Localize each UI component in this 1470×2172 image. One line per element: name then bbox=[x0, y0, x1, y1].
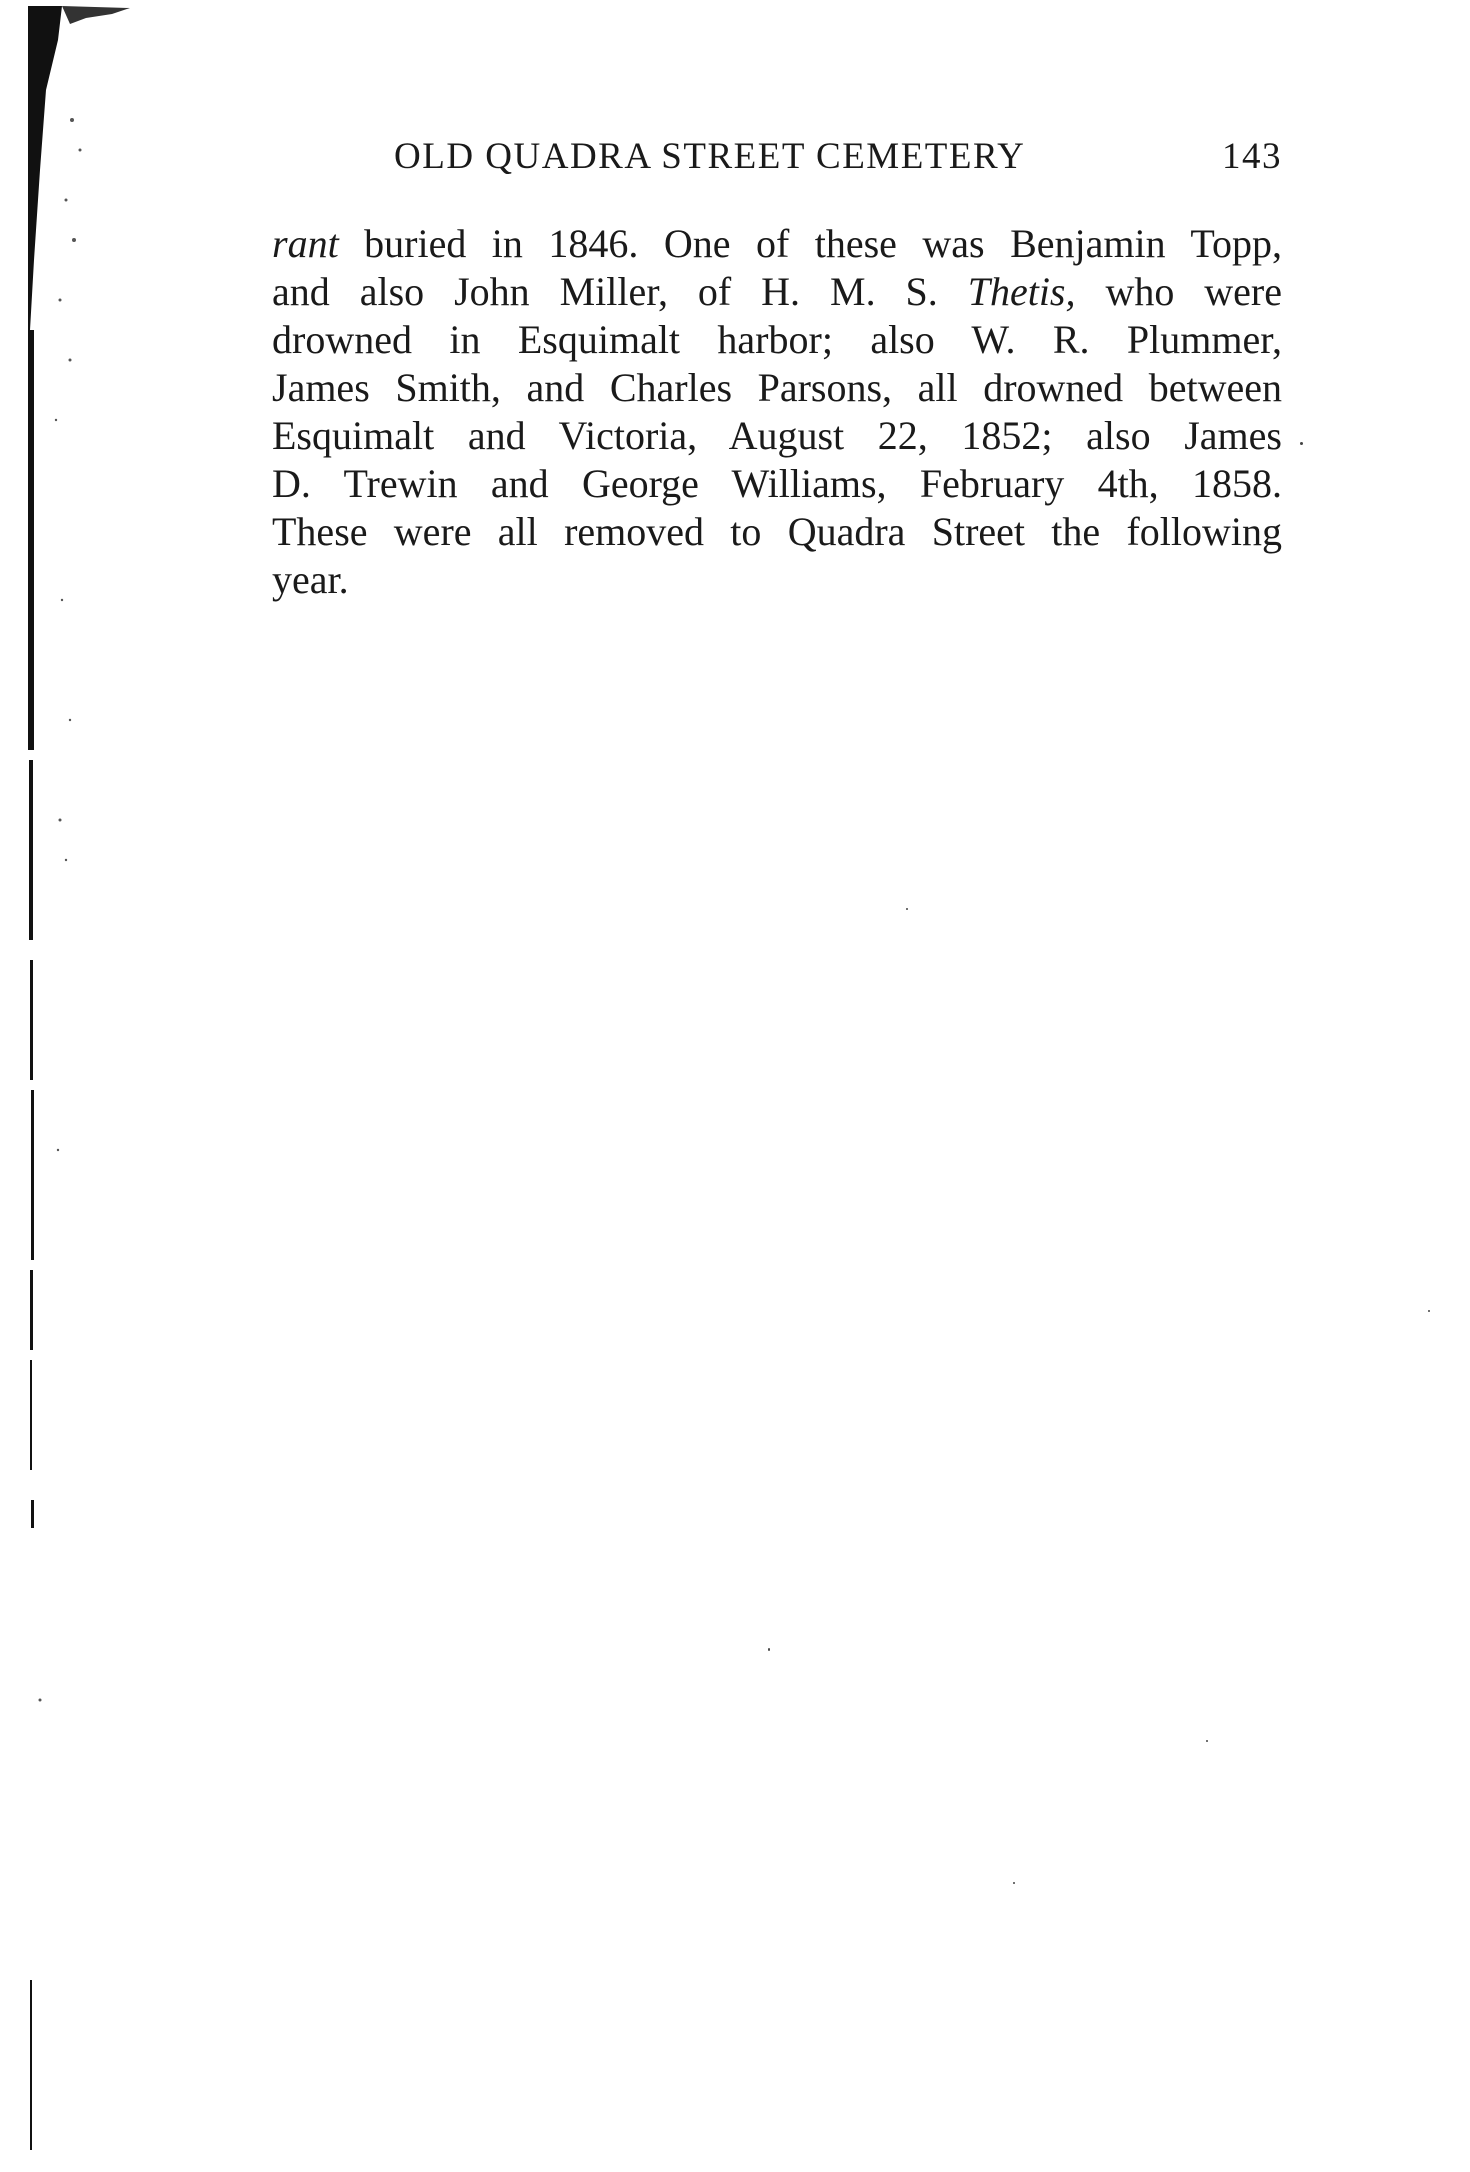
text-line bbox=[272, 508, 1282, 556]
gutter-mark bbox=[30, 1270, 33, 1350]
paper-speck bbox=[1428, 1310, 1430, 1312]
text-line bbox=[272, 412, 1282, 460]
text-line bbox=[272, 268, 1282, 316]
paper-speck bbox=[1300, 442, 1303, 445]
line-text: These were all removed to Quadra Street the following bbox=[272, 509, 1282, 554]
line-text: Esquimalt and Victoria, August 22, 1852; also James bbox=[272, 413, 1282, 458]
paper-speck bbox=[1206, 1740, 1208, 1742]
line-text: drowned in Esquimalt harbor; also W. R. Plummer, bbox=[272, 317, 1282, 362]
line-text: year. bbox=[272, 557, 349, 602]
gutter-mark bbox=[29, 760, 33, 940]
gutter-speck bbox=[65, 859, 67, 861]
gutter-mark bbox=[28, 330, 34, 750]
line-text: James Smith, and Charles Parsons, all drowned between bbox=[272, 365, 1282, 410]
text-line bbox=[272, 316, 1282, 364]
line-text: D. Trewin and George Williams, February 4th, 1858. bbox=[272, 461, 1282, 506]
gutter-speck bbox=[55, 419, 57, 421]
line-text: who were bbox=[1075, 269, 1282, 314]
gutter-mark bbox=[28, 6, 62, 330]
text-line bbox=[272, 556, 1282, 604]
gutter-speck bbox=[59, 299, 62, 302]
text-line bbox=[272, 364, 1282, 412]
body-paragraph bbox=[272, 220, 1282, 604]
gutter-speck bbox=[65, 199, 68, 202]
gutter-mark bbox=[30, 960, 33, 1080]
gutter-speck bbox=[79, 149, 82, 152]
line-text: buried in 1846. One of these was Benjamin Topp, bbox=[338, 221, 1282, 266]
gutter-mark bbox=[31, 1500, 34, 1528]
gutter-speck bbox=[72, 238, 76, 242]
italic-text: Thetis, bbox=[967, 269, 1076, 314]
paper-speck bbox=[1013, 1882, 1015, 1884]
gutter-mark bbox=[31, 1090, 34, 1260]
gutter-speck bbox=[70, 118, 74, 122]
gutter-mark bbox=[30, 1360, 32, 1470]
gutter-mark bbox=[30, 1980, 32, 2150]
text-line bbox=[272, 220, 1282, 268]
gutter-speck bbox=[61, 599, 63, 601]
italic-text: rant bbox=[272, 221, 339, 266]
gutter-speck bbox=[57, 1149, 59, 1151]
gutter-speck bbox=[69, 359, 72, 362]
gutter-speck bbox=[59, 819, 62, 822]
paper-speck bbox=[768, 1648, 770, 1651]
binding-edge-shadow bbox=[0, 0, 130, 2172]
gutter-speck bbox=[39, 1699, 42, 1702]
page-number: 143 bbox=[1222, 136, 1282, 177]
line-text: and also John Miller, of H. M. S. bbox=[272, 269, 968, 314]
running-head bbox=[394, 132, 1282, 182]
running-title: OLD QUADRA STREET CEMETERY bbox=[394, 136, 1026, 177]
gutter-speck bbox=[69, 719, 71, 721]
paper-speck bbox=[906, 908, 908, 910]
text-line bbox=[272, 460, 1282, 508]
gutter-mark bbox=[62, 6, 130, 24]
